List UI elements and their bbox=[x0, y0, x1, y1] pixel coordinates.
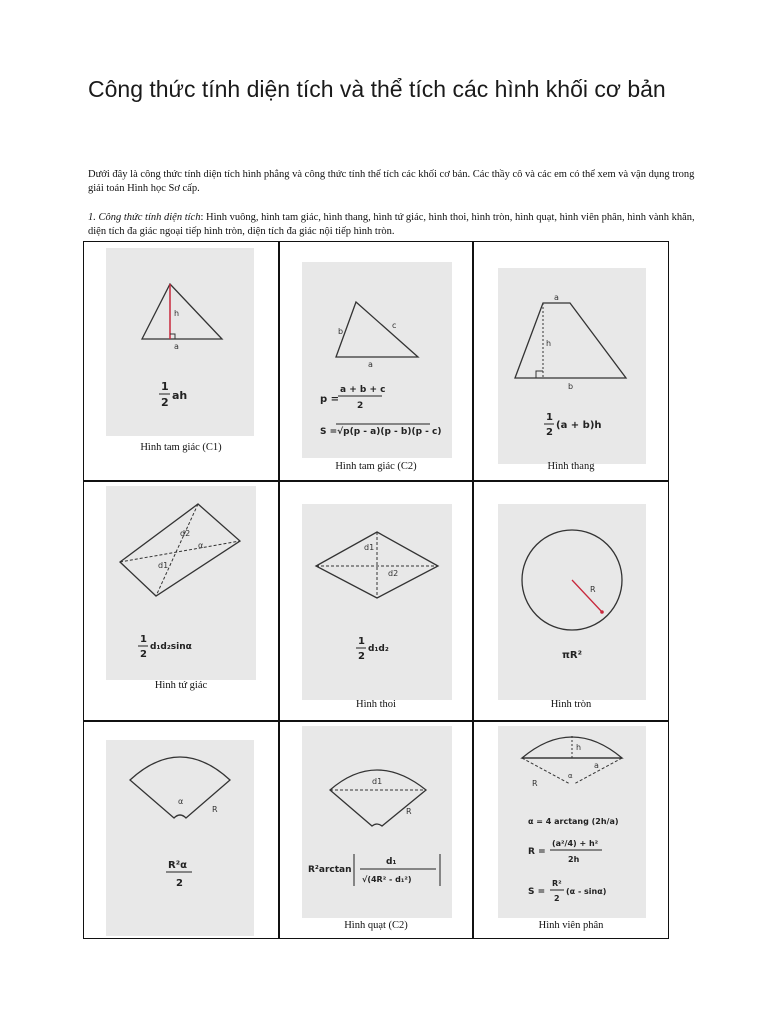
trapezoid-figure bbox=[498, 268, 646, 464]
svg-text:πR²: πR² bbox=[562, 650, 582, 661]
sector-c2-figure bbox=[302, 726, 452, 918]
svg-text:1: 1 bbox=[161, 380, 169, 393]
svg-text:2: 2 bbox=[176, 878, 183, 889]
svg-text:2h: 2h bbox=[568, 855, 580, 864]
svg-text:(a + b)h: (a + b)h bbox=[556, 420, 602, 431]
triangle-c2-diagram bbox=[302, 262, 452, 458]
rhombus-diagram bbox=[302, 504, 452, 700]
rhombus-label-d1: d1 bbox=[364, 543, 375, 552]
caption-triangle-c2: Hình tam giác (C2) bbox=[335, 461, 417, 472]
trapezoid-label-a: a bbox=[554, 293, 559, 302]
svg-text:2: 2 bbox=[546, 427, 553, 438]
quadrilateral-diagram bbox=[106, 486, 256, 680]
triangle-c1-label-a: a bbox=[174, 342, 179, 351]
quadrilateral-label-alpha: α bbox=[198, 541, 204, 550]
svg-text:S =: S = bbox=[528, 887, 546, 897]
circular-segment-figure bbox=[498, 726, 646, 918]
circular-segment-label-h: h bbox=[576, 743, 582, 752]
shape-cell-rhombus bbox=[279, 481, 473, 721]
svg-text:2: 2 bbox=[358, 651, 365, 662]
sector-figure bbox=[106, 740, 254, 936]
caption-sector-c2: Hình quạt (C2) bbox=[344, 920, 408, 931]
shape-cell-trapezoid bbox=[473, 241, 669, 481]
svg-text:2: 2 bbox=[140, 649, 147, 660]
svg-text:2: 2 bbox=[357, 401, 364, 411]
svg-text:ah: ah bbox=[172, 389, 188, 402]
svg-text:1: 1 bbox=[140, 634, 147, 645]
svg-text:(a²/4) + h²: (a²/4) + h² bbox=[552, 839, 599, 848]
triangle-c2-label-b: b bbox=[338, 327, 344, 336]
quadrilateral-figure bbox=[106, 486, 256, 680]
triangle-c1-label-h: h bbox=[174, 309, 180, 318]
sector-label-alpha: α bbox=[178, 797, 184, 806]
section-1-heading: 1. Công thức tính diện tích bbox=[88, 212, 201, 223]
svg-text:R²: R² bbox=[552, 879, 562, 888]
shape-cell-triangle-c1 bbox=[83, 241, 279, 481]
trapezoid-diagram bbox=[498, 268, 646, 464]
triangle-c2-label-c: c bbox=[392, 321, 397, 330]
svg-text:R =: R = bbox=[528, 847, 546, 857]
sector-label-r: R bbox=[212, 805, 218, 814]
rhombus-figure bbox=[302, 504, 452, 700]
caption-rhombus: Hình thoi bbox=[356, 699, 396, 710]
circle-diagram bbox=[498, 504, 646, 700]
circular-segment-label-alpha: α bbox=[568, 772, 573, 780]
svg-text:α = 4 arctang (2h/a): α = 4 arctang (2h/a) bbox=[528, 817, 619, 826]
circular-segment-label-r: R bbox=[532, 779, 538, 788]
page-title: Công thức tính diện tích và thể tích các hình khối cơ bản bbox=[88, 76, 666, 102]
trapezoid-label-b: b bbox=[568, 382, 574, 391]
triangle-c1-figure bbox=[106, 248, 254, 436]
shape-cell-triangle-c2 bbox=[279, 241, 473, 481]
triangle-c2-label-a: a bbox=[368, 360, 373, 369]
triangle-c2-figure bbox=[302, 262, 452, 458]
intro-paragraph: Dưới đây là công thức tính diện tích hình phẳng và công thức tính thể tích các khối cơ bản. Các thầy cô và các em có thể xem và vận dụng trong giải toán Hình học Sơ cấp. bbox=[88, 169, 695, 194]
shape-cell-sector bbox=[83, 721, 279, 939]
sector-diagram bbox=[106, 740, 254, 936]
svg-text:p =: p = bbox=[320, 394, 340, 405]
caption-quadrilateral: Hình tứ giác bbox=[154, 680, 208, 691]
svg-text:d₁: d₁ bbox=[386, 857, 397, 867]
triangle-c1-diagram bbox=[106, 248, 254, 436]
svg-text:S =√p(p - a)(p - b)(p - c): S =√p(p - a)(p - b)(p - c) bbox=[320, 427, 442, 437]
quadrilateral-label-d2: d2 bbox=[180, 529, 191, 538]
svg-text:2: 2 bbox=[554, 894, 560, 903]
svg-text:a + b + c: a + b + c bbox=[340, 385, 386, 395]
caption-trapezoid: Hình thang bbox=[547, 461, 595, 472]
shapes-table bbox=[83, 241, 669, 939]
svg-text:d₁d₂: d₁d₂ bbox=[368, 644, 389, 654]
sector-c2-diagram bbox=[302, 726, 452, 918]
sector-c2-label-r: R bbox=[406, 807, 412, 816]
shape-cell-circular-segment bbox=[473, 721, 669, 939]
svg-text:√(4R² - d₁²): √(4R² - d₁²) bbox=[362, 875, 412, 884]
caption-triangle-c1: Hình tam giác (C1) bbox=[140, 442, 222, 453]
circle-label-r: R bbox=[590, 585, 596, 594]
sector-c2-label-d1: d1 bbox=[372, 777, 383, 786]
shape-cell-circle bbox=[473, 481, 669, 721]
svg-text:d₁d₂sinα: d₁d₂sinα bbox=[150, 642, 192, 652]
trapezoid-label-h: h bbox=[546, 339, 552, 348]
svg-text:1: 1 bbox=[546, 412, 553, 423]
section-1-paragraph bbox=[88, 211, 700, 238]
svg-text:R²α: R²α bbox=[168, 860, 187, 871]
rhombus-label-d2: d2 bbox=[388, 569, 399, 578]
caption-circle: Hình tròn bbox=[550, 699, 592, 710]
svg-text:1: 1 bbox=[358, 636, 365, 647]
shape-cell-sector-c2 bbox=[279, 721, 473, 939]
svg-text:(α - sinα): (α - sinα) bbox=[566, 887, 607, 896]
caption-circular-segment: Hình viên phân bbox=[538, 920, 604, 931]
svg-text:2: 2 bbox=[161, 396, 169, 409]
quadrilateral-label-d1: d1 bbox=[158, 561, 169, 570]
circular-segment-diagram bbox=[498, 726, 646, 918]
shape-cell-quadrilateral bbox=[83, 481, 279, 721]
section-1-text: : Hình vuông, hình tam giác, hình thang, hình tứ giác, hình thoi, hình tròn, hình quạt, hình viên phân, hình vành khăn, diện tích đa giác ngoại tiếp hình tròn, diện tích đa giác nội tiếp hình tròn. bbox=[88, 212, 695, 237]
circular-segment-label-a: a bbox=[594, 761, 599, 770]
svg-text:R²arctan: R²arctan bbox=[308, 865, 352, 875]
circle-figure bbox=[498, 504, 646, 700]
